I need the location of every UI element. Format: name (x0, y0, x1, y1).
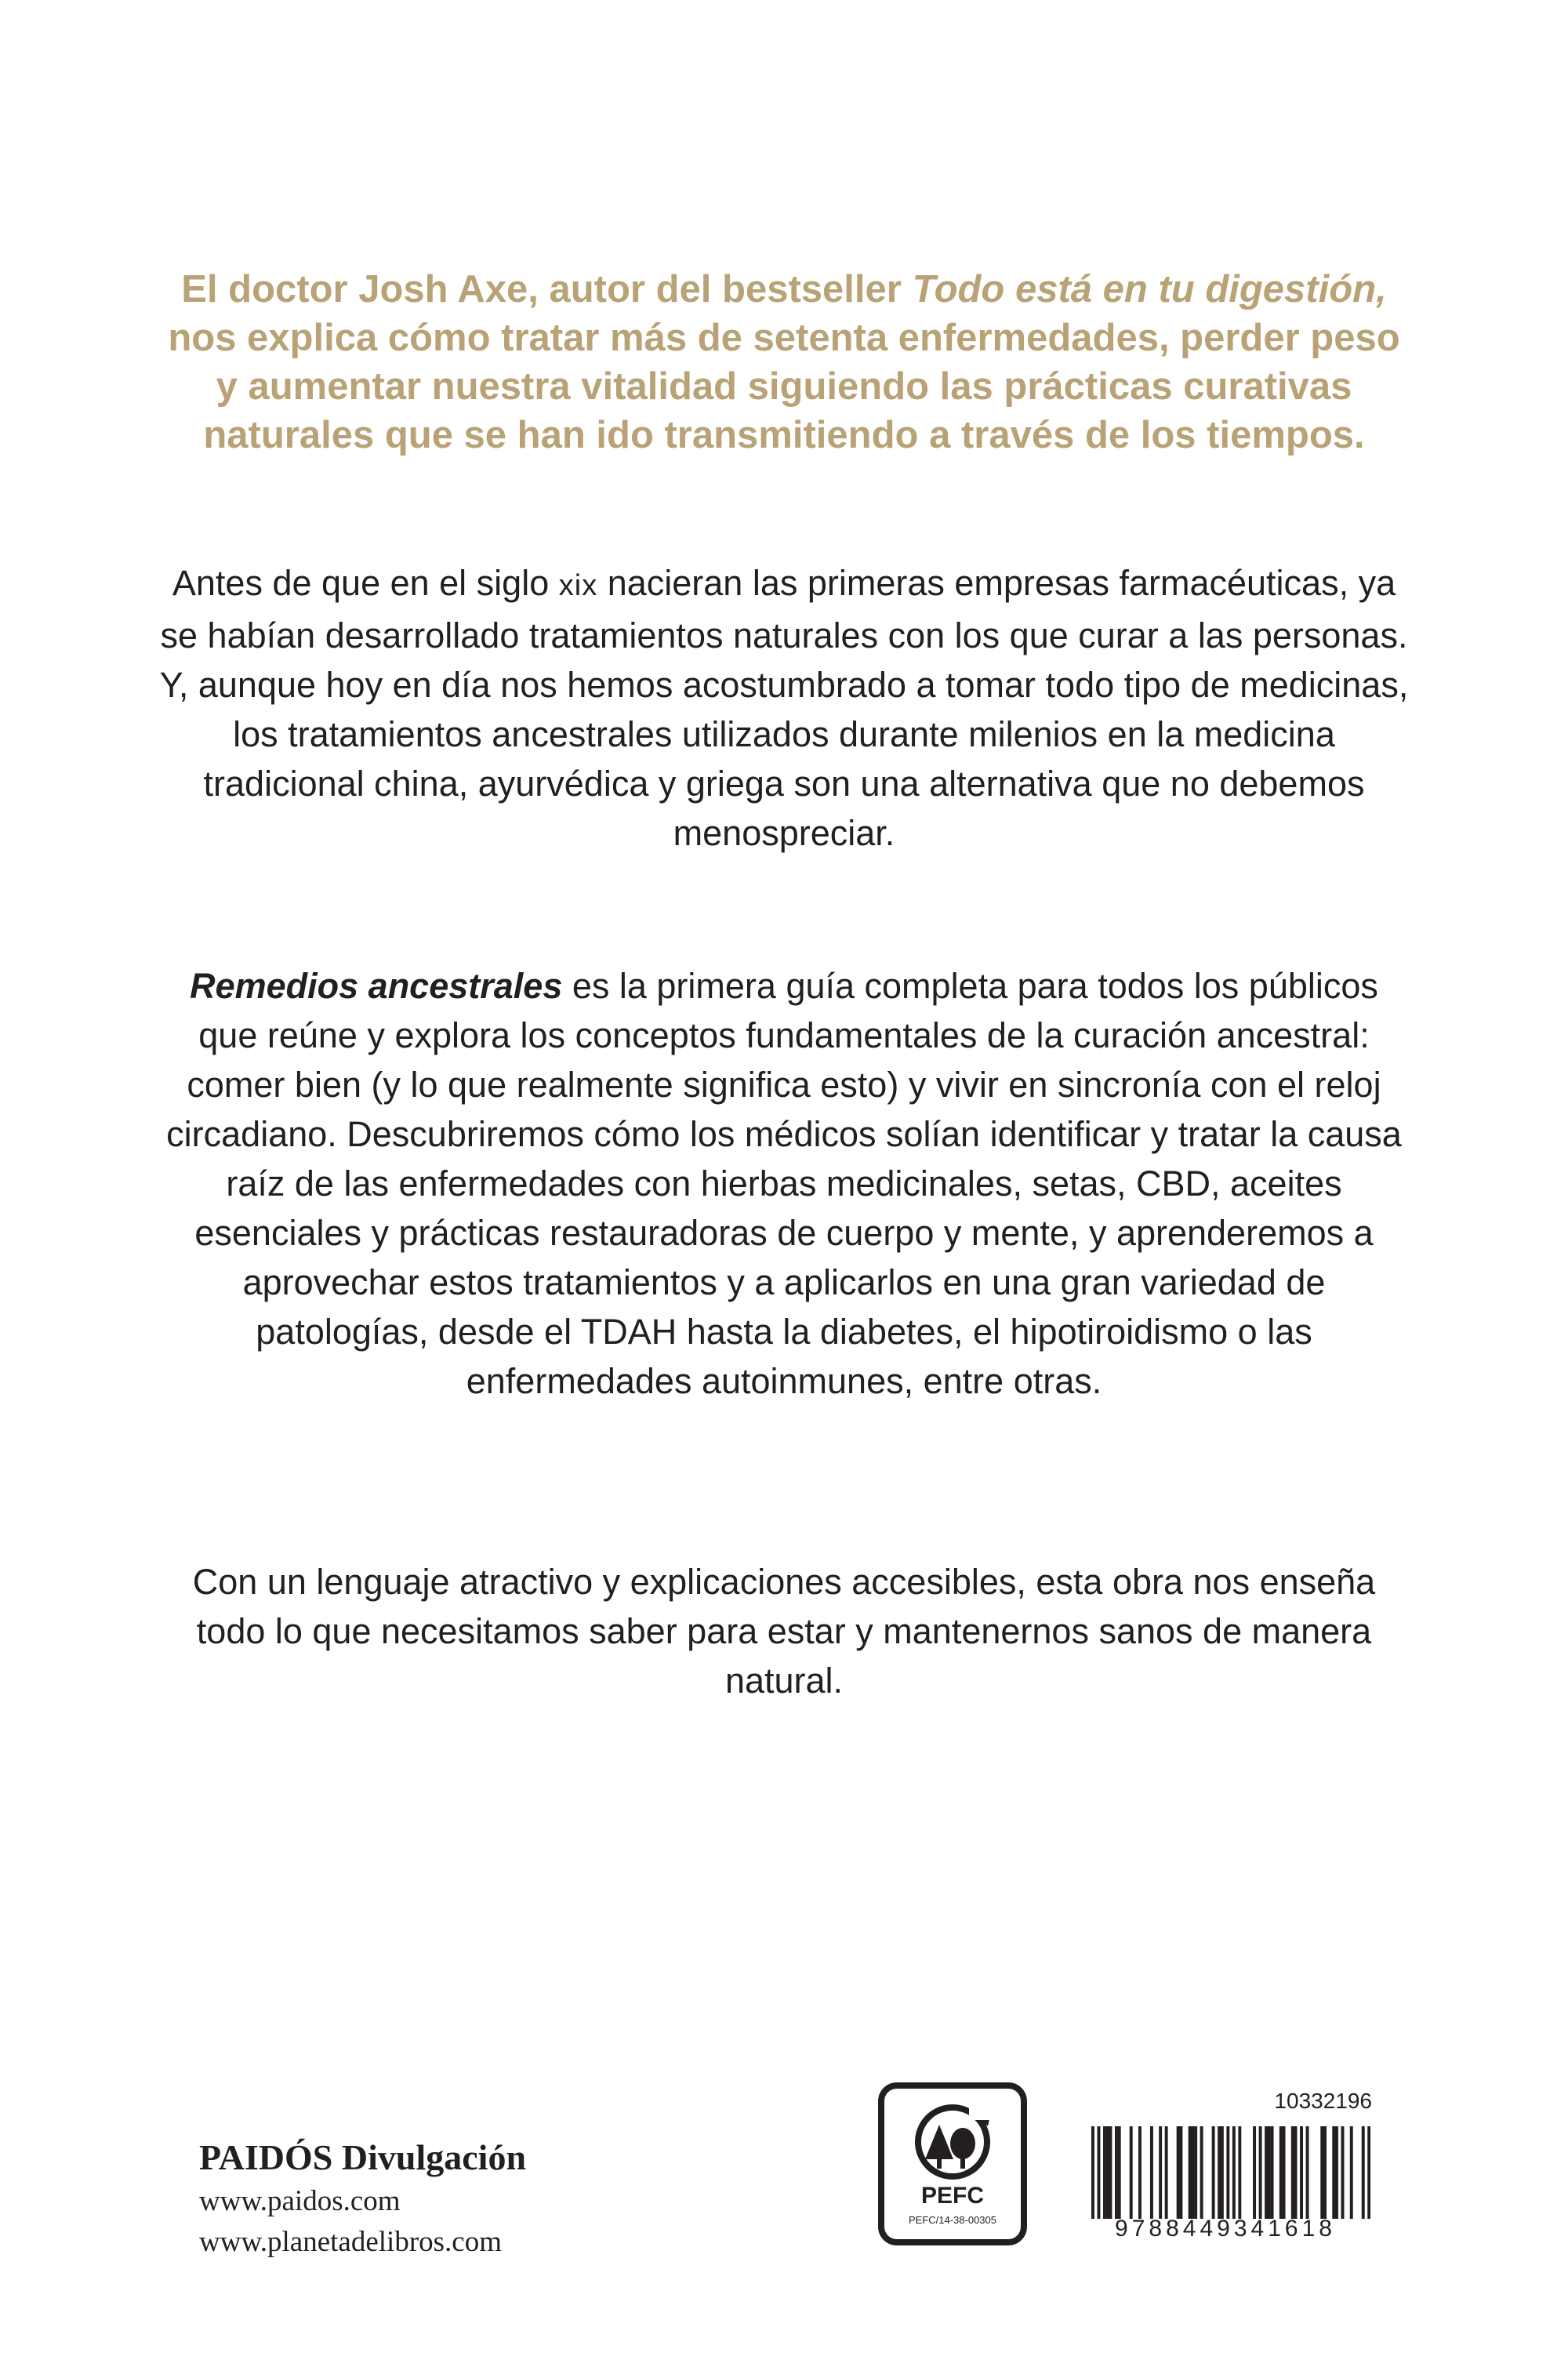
barcode-bar (1300, 2126, 1303, 2219)
paragraph-history-after: nacieran las primeras empresas farmacéuticas, ya se habían desarrollado tratamientos naturales con los que curar a las personas. Y, aunque hoy en día nos hemos acostumbrado a tomar todo tipo de medicinas, los tratamientos ancestrales utilizados durante milenios en la medicina tradicional china, ayurvédica y griega son una alternativa que no debemos menospreciar. (159, 563, 1409, 853)
isbn-number: 9788449341618 (1115, 2216, 1336, 2242)
barcode-bar (1265, 2126, 1268, 2219)
pefc-trees-icon (900, 2101, 1005, 2180)
barcode-bar (1320, 2126, 1323, 2219)
barcode-bar (1350, 2126, 1353, 2219)
barcode-bar (1159, 2126, 1162, 2219)
barcode-bar (1106, 2126, 1109, 2219)
barcode-bar (1200, 2126, 1203, 2219)
barcode-bar (1097, 2126, 1100, 2219)
barcode-bar (1191, 2126, 1194, 2219)
lead-text-1: El doctor Josh Axe, autor del bestseller (181, 268, 913, 310)
pefc-code: PEFC/14-38-00305 (908, 2214, 996, 2226)
barcode-bar (1362, 2126, 1365, 2219)
barcode-bar (1103, 2126, 1106, 2219)
barcode-bar (1306, 2126, 1309, 2219)
barcode-bar (1189, 2126, 1192, 2219)
barcode-bar (1335, 2126, 1338, 2219)
barcode-bar (1294, 2126, 1298, 2219)
barcode-bar (1138, 2126, 1142, 2219)
barcode-bar (1332, 2126, 1335, 2219)
publisher-name: PAIDÓS Divulgación (199, 2137, 527, 2177)
publisher-url-planeta: www.planetadelibros.com (199, 2226, 502, 2258)
barcode-bar (1091, 2126, 1094, 2219)
barcode-bar (1165, 2126, 1168, 2219)
paragraph-history-before: Antes de que en el siglo (172, 563, 559, 603)
barcode-bar (1232, 2126, 1236, 2219)
paragraph-closing: Con un lenguaje atractivo y explicaciones accesibles, esta obra nos enseña todo lo que necesitamos saber para estar y mantenernos sanos de manera natural. (192, 1562, 1376, 1701)
paragraph-book-description (157, 961, 1411, 1406)
barcode-bar (1367, 2126, 1370, 2219)
barcode-bar (1130, 2126, 1133, 2219)
barcode-bar (1283, 2126, 1286, 2219)
pefc-logo (878, 2082, 1027, 2245)
barcode-bar (1118, 2126, 1121, 2219)
lead-paragraph (157, 265, 1411, 459)
barcode-bar (1179, 2126, 1182, 2219)
century-numeral: xix (558, 569, 598, 602)
barcode-bar (1271, 2126, 1274, 2219)
barcode-bar (1150, 2126, 1153, 2219)
barcode-bar (1238, 2126, 1241, 2219)
barcode-bar (1221, 2126, 1224, 2219)
lead-text-2: nos explica cómo tratar más de setenta enfermedades, perder peso y aumentar nuestra vitalidad siguiendo las prácticas curativas naturales que se han ido transmitiendo a través de los tiempos. (168, 317, 1400, 456)
barcode-bar (1226, 2126, 1229, 2219)
barcode-reference: 10332196 (1274, 2089, 1372, 2113)
barcode-bar (1109, 2126, 1112, 2219)
paragraph-history (157, 558, 1411, 858)
barcode-bar (1291, 2126, 1294, 2219)
barcode-bar (1218, 2126, 1221, 2219)
barcode-bar (1341, 2126, 1345, 2219)
book-title: Remedios ancestrales (190, 966, 563, 1006)
barcode-bar (1253, 2126, 1256, 2219)
barcode-bar (1259, 2126, 1262, 2219)
isbn-barcode (1091, 2126, 1370, 2219)
pefc-label: PEFC (920, 2183, 984, 2209)
paragraph-book-description-text: es la primera guía completa para todos los públicos que reúne y explora los conceptos fundamentales de la curación ancestral: comer bien (y lo que realmente significa esto) y vivir en sincronía con el reloj circadiano. Descubriremos cómo los médicos solían identificar y tratar la causa raíz de las enfermedades con hierbas medicinales, setas, CBD, aceites esenciales y prácticas restauradoras de cuerpo y mente, y aprenderemos a aprovechar estos tratamientos y a aplicarlos en una gran variedad de patologías, desde el TDAH hasta la diabetes, el hipotiroidismo o las enfermedades autoinmunes, entre otras. (166, 966, 1402, 1401)
barcode-bar (1279, 2126, 1283, 2219)
lead-book-title: Todo está en tu digestión, (912, 268, 1387, 310)
barcode-bar (1323, 2126, 1327, 2219)
publisher-url-paidos: www.paidos.com (199, 2185, 401, 2217)
publisher-block (199, 2134, 526, 2263)
barcode-bar (1115, 2126, 1118, 2219)
barcode-bar (1194, 2126, 1197, 2219)
barcode-bar (1177, 2126, 1180, 2219)
barcode-bar (1268, 2126, 1271, 2219)
barcode-bar (1212, 2126, 1215, 2219)
